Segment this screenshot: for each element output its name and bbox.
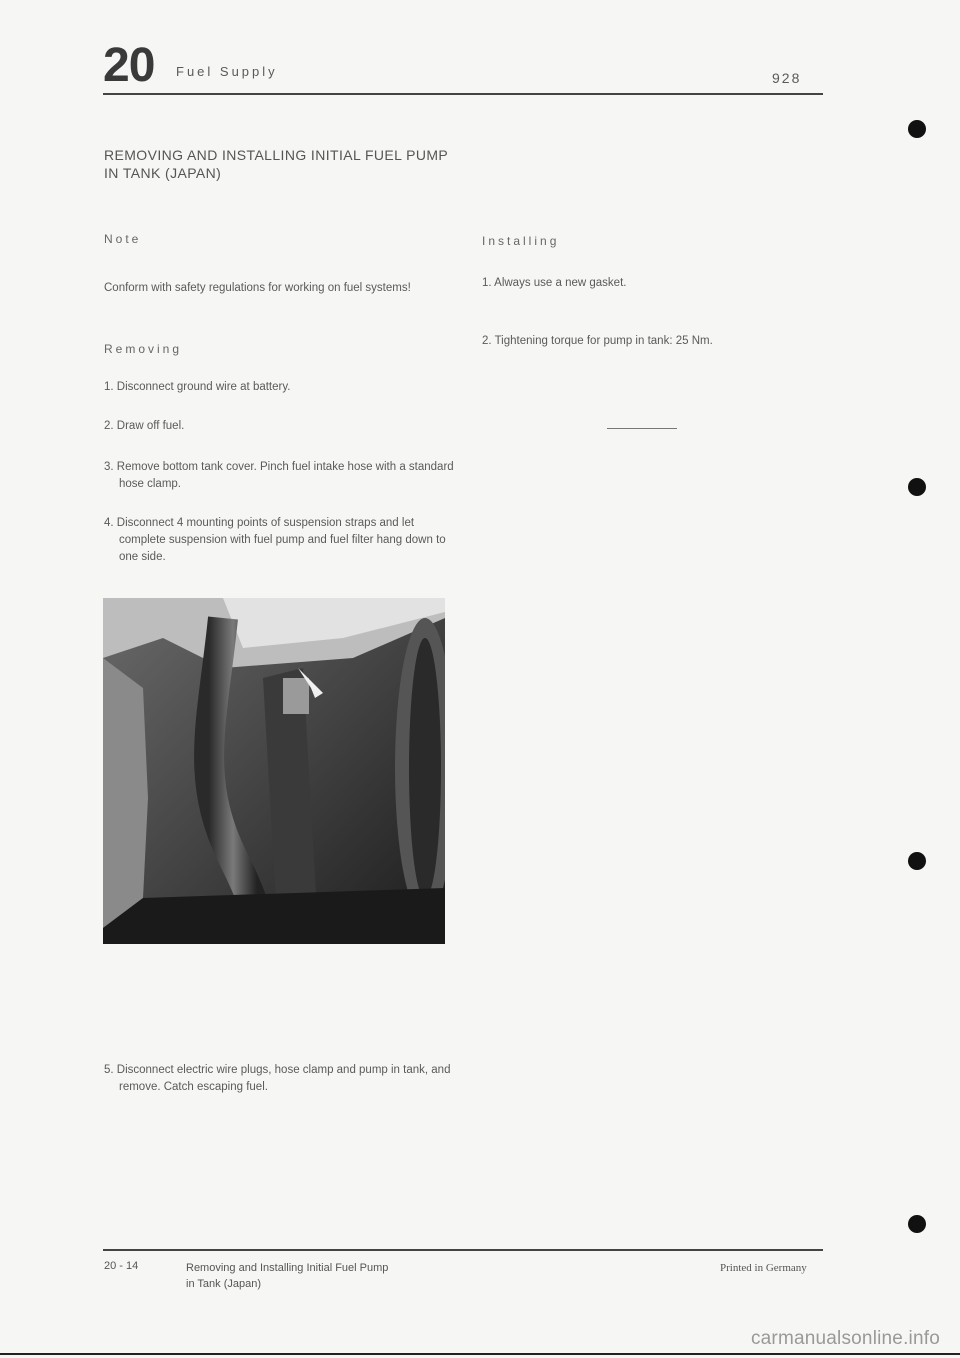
binding-hole-icon [908, 478, 926, 496]
footer-page-ref: 20 - 14 [104, 1260, 139, 1272]
footer-rule [103, 1249, 823, 1251]
model-number: 928 [772, 70, 802, 86]
binding-hole-icon [908, 120, 926, 138]
footer-title-line: Removing and Installing Initial Fuel Pump [186, 1262, 389, 1274]
removing-step: 1. Disconnect ground wire at battery. [104, 381, 291, 393]
watermark: carmanualsonline.info [750, 1328, 940, 1349]
installing-heading: Installing [482, 234, 560, 248]
footer-title [186, 1260, 486, 1292]
fuel-pump-photo [103, 598, 445, 944]
document-title: REMOVING AND INSTALLING INITIAL FUEL PUMP IN TANK (JAPAN) [104, 147, 448, 181]
section-title: Fuel Supply [176, 64, 278, 79]
note-text: Conform with safety regulations for working on fuel systems! [104, 282, 411, 294]
page-number: 20 [103, 39, 155, 92]
printed-in-germany: Printed in Germany [720, 1262, 807, 1274]
installing-step: 1. Always use a new gasket. [482, 277, 627, 289]
installing-step: 2. Tightening torque for pump in tank: 25 Nm. [482, 335, 713, 347]
section-end-rule [607, 428, 677, 429]
removing-heading: Removing [104, 342, 183, 356]
note-heading: Note [104, 232, 142, 246]
binding-hole-icon [908, 852, 926, 870]
removing-step: 4. Disconnect 4 mounting points of suspension straps and let complete suspension with fuel pump and fuel filter hang down to one side. [104, 517, 446, 563]
header-rule [103, 93, 823, 95]
page-edge [0, 1353, 960, 1355]
removing-step: 3. Remove bottom tank cover. Pinch fuel intake hose with a standard hose clamp. [104, 461, 454, 490]
footer-title-line: in Tank (Japan) [186, 1278, 262, 1290]
removing-step: 5. Disconnect electric wire plugs, hose clamp and pump in tank, and remove. Catch escaping fuel. [104, 1064, 451, 1093]
binding-hole-icon [908, 1215, 926, 1233]
removing-step: 2. Draw off fuel. [104, 420, 185, 432]
